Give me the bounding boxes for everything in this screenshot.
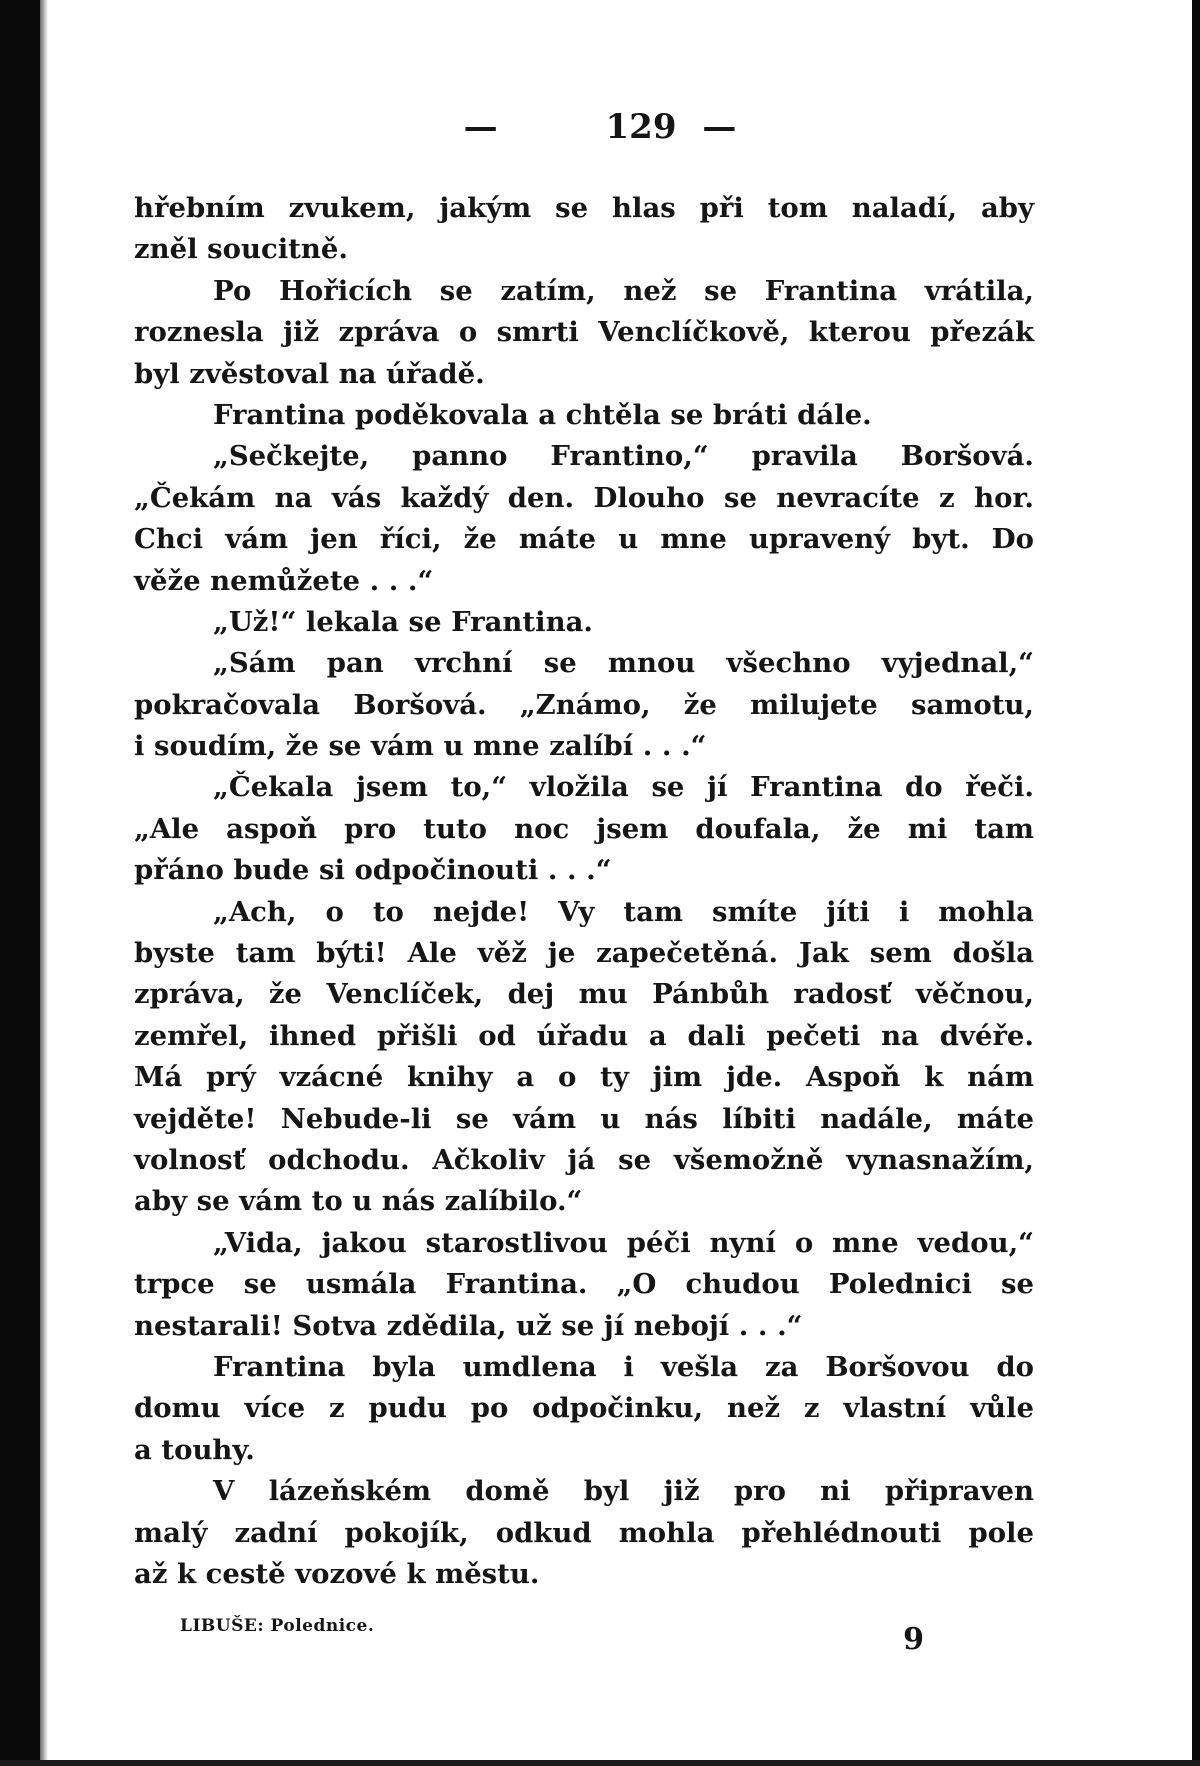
text-line: byl zvěstoval na úřadě. <box>134 357 485 390</box>
page-footer <box>134 1608 924 1658</box>
text-line: věže nemůžete . . .“ <box>134 564 434 597</box>
text-line: trpce se usmála Frantina. „O chudou Polednici se <box>134 1268 1034 1301</box>
page-number: 129 <box>605 107 677 147</box>
scan-left-border <box>0 0 40 1766</box>
text-line: zpráva, že Venclíček, dej mu Pánbůh radosť věčnou, <box>134 978 1034 1011</box>
text-line: malý zadní pokojík, odkud mohla přehlédnouti pole <box>134 1516 1034 1549</box>
text-line: „Čekala jsem to,“ vložila se jí Frantina do řeči. <box>213 771 1034 804</box>
scan-bottom-border <box>0 1760 1200 1766</box>
text-line: a touhy. <box>134 1433 255 1466</box>
text-line: přáno bude si odpočinouti . . .“ <box>134 854 612 887</box>
text-line: „Ach, o to nejde! Vy tam smíte jíti i mohla <box>213 895 1034 928</box>
text-line: „Vida, jakou starostlivou péči nyní o mne vedou,“ <box>213 1226 1034 1259</box>
text-line: zněl soucitně. <box>134 233 348 266</box>
paragraph <box>134 395 1034 436</box>
paragraph <box>134 1347 1034 1471</box>
paragraph <box>134 767 1034 891</box>
text-line: Frantina poděkovala a chtěla se bráti dále. <box>213 398 872 431</box>
paragraph <box>134 1223 1034 1347</box>
text-line: vejděte! Nebude-li se vám u nás líbiti nadále, máte <box>134 1102 1034 1135</box>
text-line: hřebním zvukem, jakým se hlas při tom naladí, aby <box>134 192 1034 224</box>
page-header <box>0 102 1200 152</box>
text-line: volnosť odchodu. Ačkoliv já se všemožně vynasnažím, <box>134 1143 1034 1176</box>
text-line: pokračovala Boršová. „Známo, že milujete samotu, <box>134 688 1034 721</box>
text-line: V lázeňském domě byl již pro ni připraven <box>213 1475 1034 1508</box>
text-line: „Už!“ lekala se Frantina. <box>213 605 593 638</box>
text-line: „Sečkejte, panno Frantino,“ pravila Boršová. <box>213 440 1034 473</box>
text-line: zemřel, ihned přišli od úřadu a dali pečeti na dvéře. <box>134 1019 1034 1052</box>
text-line: Frantina byla umdlena i vešla za Boršovou do <box>213 1350 1034 1383</box>
paragraph <box>134 271 1034 395</box>
paragraph <box>134 1471 1034 1595</box>
body-text <box>134 188 1034 1595</box>
text-line: Chci vám jen říci, že máte u mne upravený byt. Do <box>134 523 1034 556</box>
text-line: „Ale aspoň pro tuto noc jsem doufala, že mi tam <box>134 812 1034 845</box>
header-dash-left: — <box>463 107 498 147</box>
header-dash-right: — <box>702 107 737 147</box>
text-line: domu více z pudu po odpočinku, než z vlastní vůle <box>134 1392 1034 1425</box>
text-line: i soudím, že se vám u mne zalíbí . . .“ <box>134 730 707 763</box>
text-line: aby se vám to u nás zalíbilo.“ <box>134 1185 583 1218</box>
paragraph <box>134 643 1034 767</box>
printer-signature: LIBUŠE: Polednice. <box>180 1616 375 1636</box>
text-line: Po Hořicích se zatím, než se Frantina vrátila, <box>213 274 1034 307</box>
signature-mark: 9 <box>903 1622 924 1657</box>
text-line: „Sám pan vrchní se mnou všechno vyjednal,“ <box>213 647 1034 680</box>
text-line: nestarali! Sotva zdědila, už se jí nebojí . . .“ <box>134 1309 803 1342</box>
scan-right-border <box>1192 0 1200 1766</box>
text-line: Má prý vzácné knihy a o ty jim jde. Aspoň k nám <box>134 1061 1034 1094</box>
paragraph <box>134 188 1034 271</box>
text-line: „Čekám na vás každý den. Dlouho se nevracíte z hor. <box>134 481 1034 514</box>
text-line: roznesla již zpráva o smrti Venclíčkově, kterou přezák <box>134 316 1034 349</box>
paragraph <box>134 436 1034 602</box>
scan-gutter-shadow <box>40 0 48 1766</box>
text-line: až k cestě vozové k městu. <box>134 1557 540 1590</box>
paragraph <box>134 892 1034 1223</box>
paragraph <box>134 602 1034 643</box>
text-line: byste tam býti! Ale věž je zapečetěná. Jak sem došla <box>134 937 1034 970</box>
